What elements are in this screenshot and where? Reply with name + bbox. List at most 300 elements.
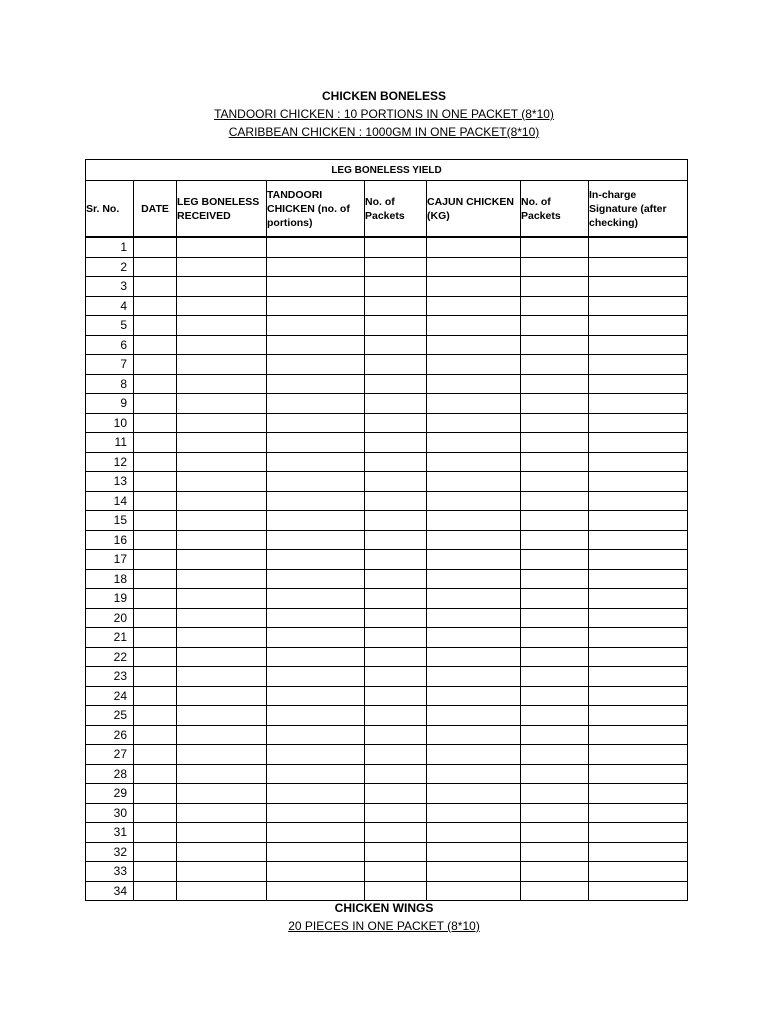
table-row — [86, 706, 688, 726]
date-cell[interactable] — [134, 745, 177, 765]
tandoori-cell[interactable] — [267, 394, 365, 414]
table-row — [86, 803, 688, 823]
cajun-cell[interactable] — [427, 725, 521, 745]
cajun-packets-cell[interactable] — [521, 355, 589, 375]
signature-cell[interactable] — [589, 881, 688, 901]
signature-cell[interactable] — [589, 862, 688, 882]
tandoori-cell[interactable] — [267, 842, 365, 862]
cajun-packets-cell[interactable] — [521, 550, 589, 570]
table-row — [86, 237, 688, 257]
date-cell[interactable] — [134, 413, 177, 433]
cajun-cell[interactable] — [427, 628, 521, 648]
tandoori-cell[interactable] — [267, 706, 365, 726]
tandoori-packets-cell[interactable] — [365, 628, 427, 648]
cajun-cell[interactable] — [427, 277, 521, 297]
tandoori-cell[interactable] — [267, 569, 365, 589]
cajun-cell[interactable] — [427, 569, 521, 589]
cajun-cell[interactable] — [427, 433, 521, 453]
sr-no-cell: 27 — [86, 745, 134, 765]
table-row — [86, 316, 688, 336]
cajun-cell[interactable] — [427, 608, 521, 628]
tandoori-packets-cell[interactable] — [365, 316, 427, 336]
signature-cell[interactable] — [589, 569, 688, 589]
signature-cell[interactable] — [589, 530, 688, 550]
cajun-cell[interactable] — [427, 842, 521, 862]
tandoori-cell[interactable] — [267, 745, 365, 765]
sr-no-cell: 15 — [86, 511, 134, 531]
table-row — [86, 745, 688, 765]
cajun-packets-cell[interactable] — [521, 530, 589, 550]
signature-cell[interactable] — [589, 452, 688, 472]
leg-boneless-cell[interactable] — [177, 296, 267, 316]
tandoori-cell[interactable] — [267, 862, 365, 882]
date-cell[interactable] — [134, 647, 177, 667]
cajun-packets-cell[interactable] — [521, 686, 589, 706]
cajun-cell[interactable] — [427, 316, 521, 336]
leg-boneless-cell[interactable] — [177, 667, 267, 687]
tandoori-packets-cell[interactable] — [365, 686, 427, 706]
tandoori-cell[interactable] — [267, 296, 365, 316]
date-cell[interactable] — [134, 823, 177, 843]
sr-no-cell: 20 — [86, 608, 134, 628]
table-row — [86, 647, 688, 667]
col-sr-no: Sr. No. — [86, 181, 134, 238]
sr-no-cell: 17 — [86, 550, 134, 570]
col-date: DATE — [134, 181, 177, 238]
table-row — [86, 472, 688, 492]
tandoori-cell[interactable] — [267, 823, 365, 843]
cajun-cell[interactable] — [427, 257, 521, 277]
tandoori-cell[interactable] — [267, 647, 365, 667]
cajun-cell[interactable] — [427, 296, 521, 316]
signature-cell[interactable] — [589, 472, 688, 492]
sr-no-cell: 3 — [86, 277, 134, 297]
cajun-cell[interactable] — [427, 745, 521, 765]
date-cell[interactable] — [134, 803, 177, 823]
sr-no-cell: 7 — [86, 355, 134, 375]
date-cell[interactable] — [134, 842, 177, 862]
table-row — [86, 550, 688, 570]
cajun-cell[interactable] — [427, 589, 521, 609]
tandoori-spec: TANDOORI CHICKEN : 10 PORTIONS IN ONE PACKET (8*10) — [214, 107, 554, 121]
cajun-packets-cell[interactable] — [521, 667, 589, 687]
table-row — [86, 355, 688, 375]
table-row — [86, 374, 688, 394]
tandoori-cell[interactable] — [267, 608, 365, 628]
cajun-cell[interactable] — [427, 862, 521, 882]
signature-cell[interactable] — [589, 335, 688, 355]
sr-no-cell: 4 — [86, 296, 134, 316]
date-cell[interactable] — [134, 257, 177, 277]
signature-cell[interactable] — [589, 355, 688, 375]
table-row — [86, 725, 688, 745]
signature-cell[interactable] — [589, 764, 688, 784]
date-cell[interactable] — [134, 530, 177, 550]
cajun-cell[interactable] — [427, 784, 521, 804]
tandoori-packets-cell[interactable] — [365, 296, 427, 316]
tandoori-packets-cell[interactable] — [365, 745, 427, 765]
tandoori-cell[interactable] — [267, 413, 365, 433]
date-cell[interactable] — [134, 784, 177, 804]
sr-no-cell: 6 — [86, 335, 134, 355]
signature-cell[interactable] — [589, 296, 688, 316]
date-cell[interactable] — [134, 764, 177, 784]
leg-boneless-cell[interactable] — [177, 452, 267, 472]
date-cell[interactable] — [134, 237, 177, 257]
tandoori-cell[interactable] — [267, 257, 365, 277]
leg-boneless-cell[interactable] — [177, 433, 267, 453]
date-cell[interactable] — [134, 862, 177, 882]
tandoori-packets-cell[interactable] — [365, 784, 427, 804]
leg-boneless-cell[interactable] — [177, 842, 267, 862]
table-row — [86, 764, 688, 784]
sr-no-cell: 31 — [86, 823, 134, 843]
cajun-packets-cell[interactable] — [521, 335, 589, 355]
signature-cell[interactable] — [589, 706, 688, 726]
tandoori-cell[interactable] — [267, 374, 365, 394]
signature-cell[interactable] — [589, 745, 688, 765]
date-cell[interactable] — [134, 550, 177, 570]
col-incharge-signature: In-charge Signature (after checking) — [589, 181, 688, 238]
cajun-cell[interactable] — [427, 764, 521, 784]
cajun-packets-cell[interactable] — [521, 706, 589, 726]
date-cell[interactable] — [134, 277, 177, 297]
tandoori-cell[interactable] — [267, 237, 365, 257]
cajun-packets-cell[interactable] — [521, 823, 589, 843]
date-cell[interactable] — [134, 608, 177, 628]
tandoori-packets-cell[interactable] — [365, 667, 427, 687]
tandoori-cell[interactable] — [267, 686, 365, 706]
sr-no-cell: 2 — [86, 257, 134, 277]
table-row — [86, 862, 688, 882]
table-row — [86, 296, 688, 316]
signature-cell[interactable] — [589, 550, 688, 570]
date-cell[interactable] — [134, 511, 177, 531]
signature-cell[interactable] — [589, 374, 688, 394]
leg-boneless-cell[interactable] — [177, 764, 267, 784]
date-cell[interactable] — [134, 394, 177, 414]
cajun-packets-cell[interactable] — [521, 628, 589, 648]
date-cell[interactable] — [134, 569, 177, 589]
signature-cell[interactable] — [589, 237, 688, 257]
tandoori-packets-cell[interactable] — [365, 394, 427, 414]
leg-boneless-cell[interactable] — [177, 316, 267, 336]
tandoori-packets-cell[interactable] — [365, 413, 427, 433]
table-row — [86, 530, 688, 550]
cajun-packets-cell[interactable] — [521, 452, 589, 472]
tandoori-packets-cell[interactable] — [365, 472, 427, 492]
table-row — [86, 335, 688, 355]
leg-boneless-cell[interactable] — [177, 569, 267, 589]
date-cell[interactable] — [134, 667, 177, 687]
cajun-packets-cell[interactable] — [521, 277, 589, 297]
leg-boneless-cell[interactable] — [177, 686, 267, 706]
tandoori-packets-cell[interactable] — [365, 823, 427, 843]
cajun-cell[interactable] — [427, 472, 521, 492]
signature-cell[interactable] — [589, 647, 688, 667]
signature-cell[interactable] — [589, 823, 688, 843]
signature-cell[interactable] — [589, 316, 688, 336]
sr-no-cell: 32 — [86, 842, 134, 862]
leg-boneless-cell[interactable] — [177, 881, 267, 901]
signature-cell[interactable] — [589, 589, 688, 609]
cajun-packets-cell[interactable] — [521, 725, 589, 745]
leg-boneless-cell[interactable] — [177, 628, 267, 648]
cajun-cell[interactable] — [427, 335, 521, 355]
sr-no-cell: 9 — [86, 394, 134, 414]
table-row — [86, 686, 688, 706]
table-row — [86, 784, 688, 804]
date-cell[interactable] — [134, 355, 177, 375]
tandoori-cell[interactable] — [267, 491, 365, 511]
cajun-packets-cell[interactable] — [521, 862, 589, 882]
leg-boneless-cell[interactable] — [177, 589, 267, 609]
tandoori-packets-cell[interactable] — [365, 491, 427, 511]
cajun-cell[interactable] — [427, 491, 521, 511]
signature-cell[interactable] — [589, 511, 688, 531]
tandoori-packets-cell[interactable] — [365, 647, 427, 667]
leg-boneless-cell[interactable] — [177, 491, 267, 511]
leg-boneless-cell[interactable] — [177, 862, 267, 882]
signature-cell[interactable] — [589, 277, 688, 297]
cajun-cell[interactable] — [427, 355, 521, 375]
sr-no-cell: 18 — [86, 569, 134, 589]
cajun-packets-cell[interactable] — [521, 511, 589, 531]
tandoori-cell[interactable] — [267, 628, 365, 648]
tandoori-cell[interactable] — [267, 452, 365, 472]
cajun-packets-cell[interactable] — [521, 608, 589, 628]
tandoori-packets-cell[interactable] — [365, 764, 427, 784]
page-title: CHICKEN BONELESS — [321, 89, 446, 103]
date-cell[interactable] — [134, 725, 177, 745]
tandoori-packets-cell[interactable] — [365, 433, 427, 453]
date-cell[interactable] — [134, 628, 177, 648]
tandoori-packets-cell[interactable] — [365, 511, 427, 531]
cajun-cell[interactable] — [427, 530, 521, 550]
tandoori-cell[interactable] — [267, 550, 365, 570]
tandoori-cell[interactable] — [267, 667, 365, 687]
tandoori-cell[interactable] — [267, 335, 365, 355]
cajun-packets-cell[interactable] — [521, 491, 589, 511]
signature-cell[interactable] — [589, 433, 688, 453]
sr-no-cell: 25 — [86, 706, 134, 726]
leg-boneless-cell[interactable] — [177, 608, 267, 628]
wings-title: CHICKEN WINGS — [334, 901, 434, 915]
tandoori-cell[interactable] — [267, 784, 365, 804]
leg-boneless-cell[interactable] — [177, 355, 267, 375]
leg-boneless-cell[interactable] — [177, 394, 267, 414]
date-cell[interactable] — [134, 296, 177, 316]
col-leg-boneless-received: LEG BONELESS RECEIVED — [177, 181, 267, 238]
tandoori-cell[interactable] — [267, 803, 365, 823]
cajun-packets-cell[interactable] — [521, 472, 589, 492]
signature-cell[interactable] — [589, 394, 688, 414]
sr-no-cell: 16 — [86, 530, 134, 550]
tandoori-cell[interactable] — [267, 472, 365, 492]
tandoori-packets-cell[interactable] — [365, 569, 427, 589]
col-tandoori-chicken: TANDOORI CHICKEN (no. of portions) — [267, 181, 365, 238]
leg-boneless-cell[interactable] — [177, 725, 267, 745]
tandoori-packets-cell[interactable] — [365, 530, 427, 550]
table-row — [86, 394, 688, 414]
tandoori-packets-cell[interactable] — [365, 277, 427, 297]
tandoori-packets-cell[interactable] — [365, 550, 427, 570]
signature-cell[interactable] — [589, 784, 688, 804]
cajun-packets-cell[interactable] — [521, 316, 589, 336]
tandoori-cell[interactable] — [267, 355, 365, 375]
cajun-packets-cell[interactable] — [521, 803, 589, 823]
sr-no-cell: 34 — [86, 881, 134, 901]
tandoori-cell[interactable] — [267, 277, 365, 297]
cajun-packets-cell[interactable] — [521, 881, 589, 901]
tandoori-packets-cell[interactable] — [365, 608, 427, 628]
date-cell[interactable] — [134, 491, 177, 511]
cajun-packets-cell[interactable] — [521, 784, 589, 804]
leg-boneless-cell[interactable] — [177, 472, 267, 492]
sr-no-cell: 13 — [86, 472, 134, 492]
tandoori-packets-cell[interactable] — [365, 589, 427, 609]
cajun-cell[interactable] — [427, 647, 521, 667]
tandoori-cell[interactable] — [267, 589, 365, 609]
signature-cell[interactable] — [589, 628, 688, 648]
sr-no-cell: 5 — [86, 316, 134, 336]
date-cell[interactable] — [134, 881, 177, 901]
leg-boneless-cell[interactable] — [177, 237, 267, 257]
sr-no-cell: 29 — [86, 784, 134, 804]
tandoori-cell[interactable] — [267, 881, 365, 901]
signature-cell[interactable] — [589, 413, 688, 433]
date-cell[interactable] — [134, 472, 177, 492]
leg-boneless-cell[interactable] — [177, 784, 267, 804]
cajun-cell[interactable] — [427, 667, 521, 687]
leg-boneless-cell[interactable] — [177, 647, 267, 667]
date-cell[interactable] — [134, 335, 177, 355]
tandoori-packets-cell[interactable] — [365, 237, 427, 257]
sr-no-cell: 11 — [86, 433, 134, 453]
cajun-packets-cell[interactable] — [521, 745, 589, 765]
leg-boneless-cell[interactable] — [177, 374, 267, 394]
leg-boneless-cell[interactable] — [177, 550, 267, 570]
cajun-packets-cell[interactable] — [521, 374, 589, 394]
sr-no-cell: 23 — [86, 667, 134, 687]
leg-boneless-cell[interactable] — [177, 277, 267, 297]
tandoori-packets-cell[interactable] — [365, 452, 427, 472]
cajun-packets-cell[interactable] — [521, 764, 589, 784]
cajun-cell[interactable] — [427, 706, 521, 726]
signature-cell[interactable] — [589, 667, 688, 687]
cajun-packets-cell[interactable] — [521, 413, 589, 433]
cajun-cell[interactable] — [427, 686, 521, 706]
leg-boneless-cell[interactable] — [177, 823, 267, 843]
cajun-packets-cell[interactable] — [521, 296, 589, 316]
table-row — [86, 433, 688, 453]
cajun-cell[interactable] — [427, 550, 521, 570]
signature-cell[interactable] — [589, 257, 688, 277]
leg-boneless-cell[interactable] — [177, 803, 267, 823]
date-cell[interactable] — [134, 316, 177, 336]
leg-boneless-cell[interactable] — [177, 511, 267, 531]
cajun-cell[interactable] — [427, 413, 521, 433]
cajun-cell[interactable] — [427, 803, 521, 823]
tandoori-cell[interactable] — [267, 511, 365, 531]
col-cajun-packets: No. of Packets — [521, 181, 589, 238]
tandoori-cell[interactable] — [267, 764, 365, 784]
tandoori-cell[interactable] — [267, 433, 365, 453]
tandoori-packets-cell[interactable] — [365, 842, 427, 862]
date-cell[interactable] — [134, 374, 177, 394]
leg-boneless-cell[interactable] — [177, 706, 267, 726]
sr-no-cell: 12 — [86, 452, 134, 472]
cajun-packets-cell[interactable] — [521, 842, 589, 862]
leg-boneless-cell[interactable] — [177, 413, 267, 433]
signature-cell[interactable] — [589, 803, 688, 823]
sr-no-cell: 14 — [86, 491, 134, 511]
signature-cell[interactable] — [589, 491, 688, 511]
tandoori-cell[interactable] — [267, 316, 365, 336]
cajun-cell[interactable] — [427, 452, 521, 472]
signature-cell[interactable] — [589, 725, 688, 745]
tandoori-packets-cell[interactable] — [365, 706, 427, 726]
cajun-cell[interactable] — [427, 394, 521, 414]
date-cell[interactable] — [134, 686, 177, 706]
tandoori-packets-cell[interactable] — [365, 355, 427, 375]
leg-boneless-cell[interactable] — [177, 530, 267, 550]
table-row — [86, 881, 688, 901]
leg-boneless-cell[interactable] — [177, 745, 267, 765]
tandoori-packets-cell[interactable] — [365, 335, 427, 355]
wings-spec: 20 PIECES IN ONE PACKET (8*10) — [288, 919, 480, 933]
date-cell[interactable] — [134, 433, 177, 453]
cajun-cell[interactable] — [427, 881, 521, 901]
col-tandoori-packets: No. of Packets — [365, 181, 427, 238]
cajun-cell[interactable] — [427, 511, 521, 531]
date-cell[interactable] — [134, 706, 177, 726]
cajun-cell[interactable] — [427, 374, 521, 394]
cajun-cell[interactable] — [427, 237, 521, 257]
tandoori-packets-cell[interactable] — [365, 803, 427, 823]
cajun-cell[interactable] — [427, 823, 521, 843]
sr-no-cell: 1 — [86, 237, 134, 257]
sr-no-cell: 30 — [86, 803, 134, 823]
cajun-packets-cell[interactable] — [521, 569, 589, 589]
tandoori-packets-cell[interactable] — [365, 881, 427, 901]
table-row — [86, 608, 688, 628]
leg-boneless-cell[interactable] — [177, 335, 267, 355]
signature-cell[interactable] — [589, 686, 688, 706]
cajun-packets-cell[interactable] — [521, 433, 589, 453]
date-cell[interactable] — [134, 589, 177, 609]
signature-cell[interactable] — [589, 608, 688, 628]
tandoori-packets-cell[interactable] — [365, 862, 427, 882]
tandoori-packets-cell[interactable] — [365, 725, 427, 745]
tandoori-packets-cell[interactable] — [365, 374, 427, 394]
date-cell[interactable] — [134, 452, 177, 472]
signature-cell[interactable] — [589, 842, 688, 862]
cajun-packets-cell[interactable] — [521, 257, 589, 277]
tandoori-cell[interactable] — [267, 530, 365, 550]
tandoori-packets-cell[interactable] — [365, 257, 427, 277]
cajun-packets-cell[interactable] — [521, 589, 589, 609]
leg-boneless-cell[interactable] — [177, 257, 267, 277]
cajun-packets-cell[interactable] — [521, 647, 589, 667]
table-row — [86, 277, 688, 297]
tandoori-cell[interactable] — [267, 725, 365, 745]
sr-no-cell: 8 — [86, 374, 134, 394]
table-row — [86, 569, 688, 589]
cajun-packets-cell[interactable] — [521, 394, 589, 414]
cajun-packets-cell[interactable] — [521, 237, 589, 257]
caribbean-spec: CARIBBEAN CHICKEN : 1000GM IN ONE PACKET(8*10) — [228, 125, 540, 139]
